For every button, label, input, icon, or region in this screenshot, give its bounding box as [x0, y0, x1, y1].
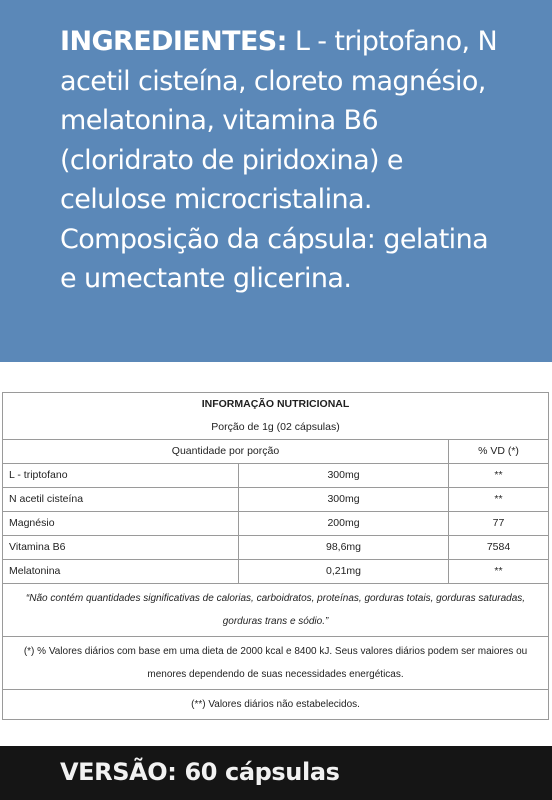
- nutrition-note-row: [3, 637, 549, 690]
- nutrition-note-daily-values: (*) % Valores diários com base em uma dieta de 2000 kcal e 8400 kJ. Seus valores diários podem ser maiores ou menores dependendo de suas necessidades energéticas.: [3, 637, 549, 690]
- nutrition-note-row: [3, 584, 549, 637]
- ingredients-label: INGREDIENTES:: [60, 26, 287, 57]
- nutrition-title: INFORMAÇÃO NUTRICIONAL: [3, 393, 549, 417]
- ingredients-list: L - triptofano, N acetil cisteína, cloreto magnésio, melatonina, vitamina B6 (cloridrato de piridoxina) e celulose microcristalina. Composição da cápsula: gelatina e umectante glicerina.: [60, 26, 498, 294]
- nutrient-vd: **: [449, 464, 549, 488]
- version-text: VERSÃO: 60 cápsulas: [60, 758, 340, 786]
- table-row: [3, 560, 549, 584]
- nutrient-name: Vitamina B6: [3, 536, 239, 560]
- nutrient-vd: **: [449, 488, 549, 512]
- nutrient-amount: 0,21mg: [239, 560, 449, 584]
- ingredients-panel: [0, 0, 552, 362]
- quantity-header: Quantidade por porção: [3, 440, 449, 464]
- version-banner: [0, 746, 552, 800]
- nutrition-note-insignificant: “Não contém quantidades significativas de calorias, carboidratos, proteínas, gorduras totais, gorduras saturadas, gorduras trans e sódio.”: [3, 584, 549, 637]
- table-row: [3, 464, 549, 488]
- table-row: [3, 488, 549, 512]
- nutrition-note-row: [3, 690, 549, 720]
- nutrient-name: N acetil cisteína: [3, 488, 239, 512]
- nutrition-note-not-established: (**) Valores diários não estabelecidos.: [3, 690, 549, 720]
- nutrient-amount: 200mg: [239, 512, 449, 536]
- nutrient-name: Melatonina: [3, 560, 239, 584]
- nutrient-vd: 77: [449, 512, 549, 536]
- nutrient-name: L - triptofano: [3, 464, 239, 488]
- table-row: [3, 536, 549, 560]
- nutrition-header-row: [3, 440, 549, 464]
- nutrient-vd: **: [449, 560, 549, 584]
- nutrition-title-row: [3, 393, 549, 417]
- nutrient-amount: 300mg: [239, 488, 449, 512]
- nutrition-table: [2, 392, 549, 720]
- nutrient-amount: 98,6mg: [239, 536, 449, 560]
- nutrition-portion-row: [3, 416, 549, 440]
- table-row: [3, 512, 549, 536]
- nutrition-portion: Porção de 1g (02 cápsulas): [3, 416, 549, 440]
- nutrient-amount: 300mg: [239, 464, 449, 488]
- vd-header: % VD (*): [449, 440, 549, 464]
- nutrient-name: Magnésio: [3, 512, 239, 536]
- ingredients-text: [60, 22, 512, 299]
- nutrient-vd: 7584: [449, 536, 549, 560]
